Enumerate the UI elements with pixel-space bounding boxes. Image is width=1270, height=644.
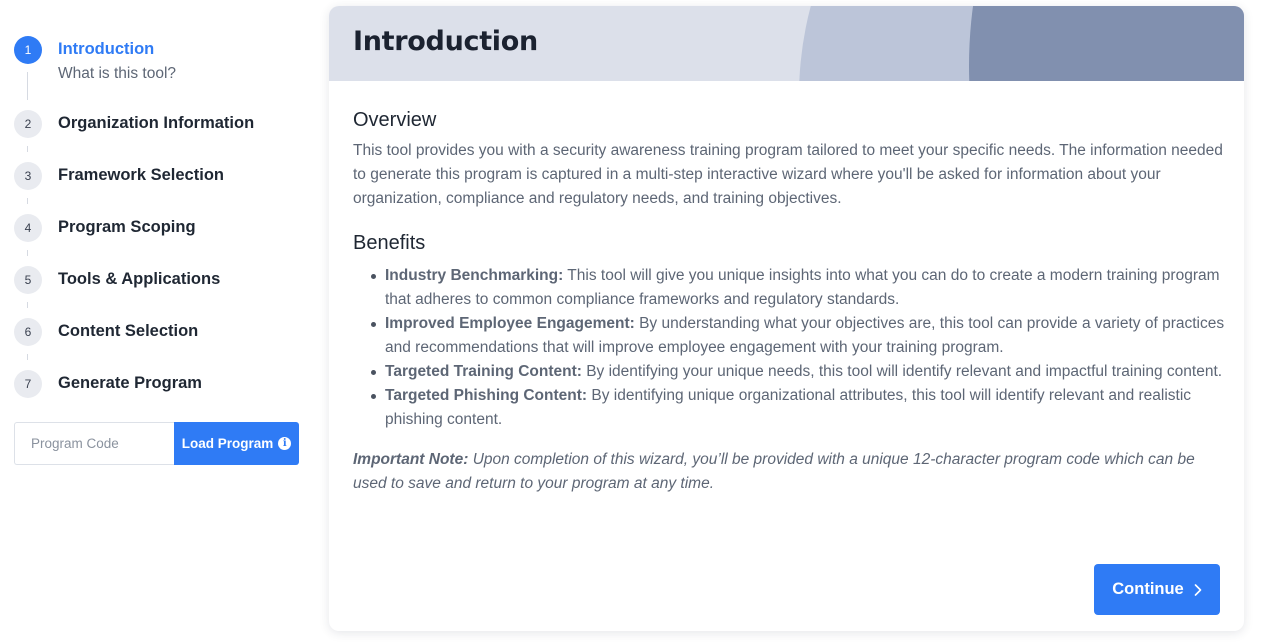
step-number: 1 — [14, 36, 42, 64]
header-decoration-shape — [969, 6, 1244, 81]
benefits-heading: Benefits — [353, 232, 426, 254]
step-number: 2 — [14, 110, 42, 138]
load-program-label: Load Program — [181, 436, 274, 451]
step-number: 6 — [14, 318, 42, 346]
important-note — [353, 448, 1223, 496]
card-body — [329, 81, 1244, 496]
step-number: 7 — [14, 370, 42, 398]
step-title: Program Scoping — [58, 218, 196, 236]
step-title: Generate Program — [58, 374, 202, 392]
benefit-title: Improved Employee Engagement: — [385, 315, 635, 332]
note-label: Important Note: — [353, 451, 469, 468]
benefit-title: Industry Benchmarking: — [385, 267, 564, 284]
benefits-list — [353, 264, 1233, 432]
step-program-scoping[interactable] — [14, 214, 304, 242]
step-organization-information[interactable] — [14, 110, 304, 138]
step-title: Introduction — [58, 40, 155, 58]
step-tools-applications[interactable] — [14, 266, 304, 294]
step-framework-selection[interactable] — [14, 162, 304, 190]
load-program-form — [14, 422, 299, 465]
step-generate-program[interactable] — [14, 370, 304, 398]
page-title: Introduction — [353, 26, 538, 57]
step-subtitle: What is this tool? — [58, 65, 177, 82]
step-title: Organization Information — [58, 114, 255, 132]
card-header — [329, 6, 1244, 81]
step-title: Tools & Applications — [58, 270, 221, 288]
note-text: Upon completion of this wizard, you’ll be provided with a unique 12-character program code which can be used to save and return to your program at any time. — [353, 451, 1195, 492]
step-title: Content Selection — [58, 322, 199, 340]
benefit-text: This tool will give you unique insights into what you can do to create a modern training program that adheres to common compliance frameworks and regulatory standards. — [385, 267, 1220, 308]
benefit-title: Targeted Training Content: — [385, 363, 582, 380]
benefit-text: By identifying your unique needs, this tool will identify relevant and impactful training content. — [581, 363, 1223, 380]
step-content-selection[interactable] — [14, 318, 304, 346]
benefit-title: Targeted Phishing Content: — [385, 387, 588, 404]
overview-text: This tool provides you with a security awareness training program tailored to meet your specific needs. The information needed to generate this program is captured in a multi-step interactive wizard where you'll be asked for information about your organization, compliance and regulatory needs, and training objectives. — [353, 142, 1223, 207]
program-code-input[interactable] — [14, 422, 174, 465]
continue-button[interactable] — [1094, 564, 1220, 615]
chevron-right-icon — [1194, 584, 1202, 596]
benefit-item — [369, 312, 1233, 360]
step-connector — [27, 354, 28, 360]
step-number: 5 — [14, 266, 42, 294]
step-connector — [27, 198, 28, 204]
benefit-item — [369, 264, 1233, 312]
step-connector — [27, 146, 28, 152]
benefit-item — [369, 384, 1233, 432]
overview-heading: Overview — [353, 109, 437, 131]
benefit-text: By identifying unique organizational attributes, this tool will identify relevant and realistic phishing content. — [385, 387, 1192, 428]
step-title: Framework Selection — [58, 166, 224, 184]
step-number: 3 — [14, 162, 42, 190]
benefit-item — [369, 360, 1233, 384]
step-connector — [27, 250, 28, 256]
step-number: 4 — [14, 214, 42, 242]
step-connector — [27, 302, 28, 308]
step-introduction[interactable] — [14, 36, 304, 88]
info-icon[interactable]: i — [278, 437, 291, 450]
introduction-card — [329, 6, 1244, 631]
benefit-text: By understanding what your objectives are, this tool can provide a variety of practices and recommendations that will improve employee engagement with your training program. — [385, 315, 1225, 356]
load-program-button[interactable] — [174, 422, 299, 465]
continue-label: Continue — [1112, 580, 1184, 598]
